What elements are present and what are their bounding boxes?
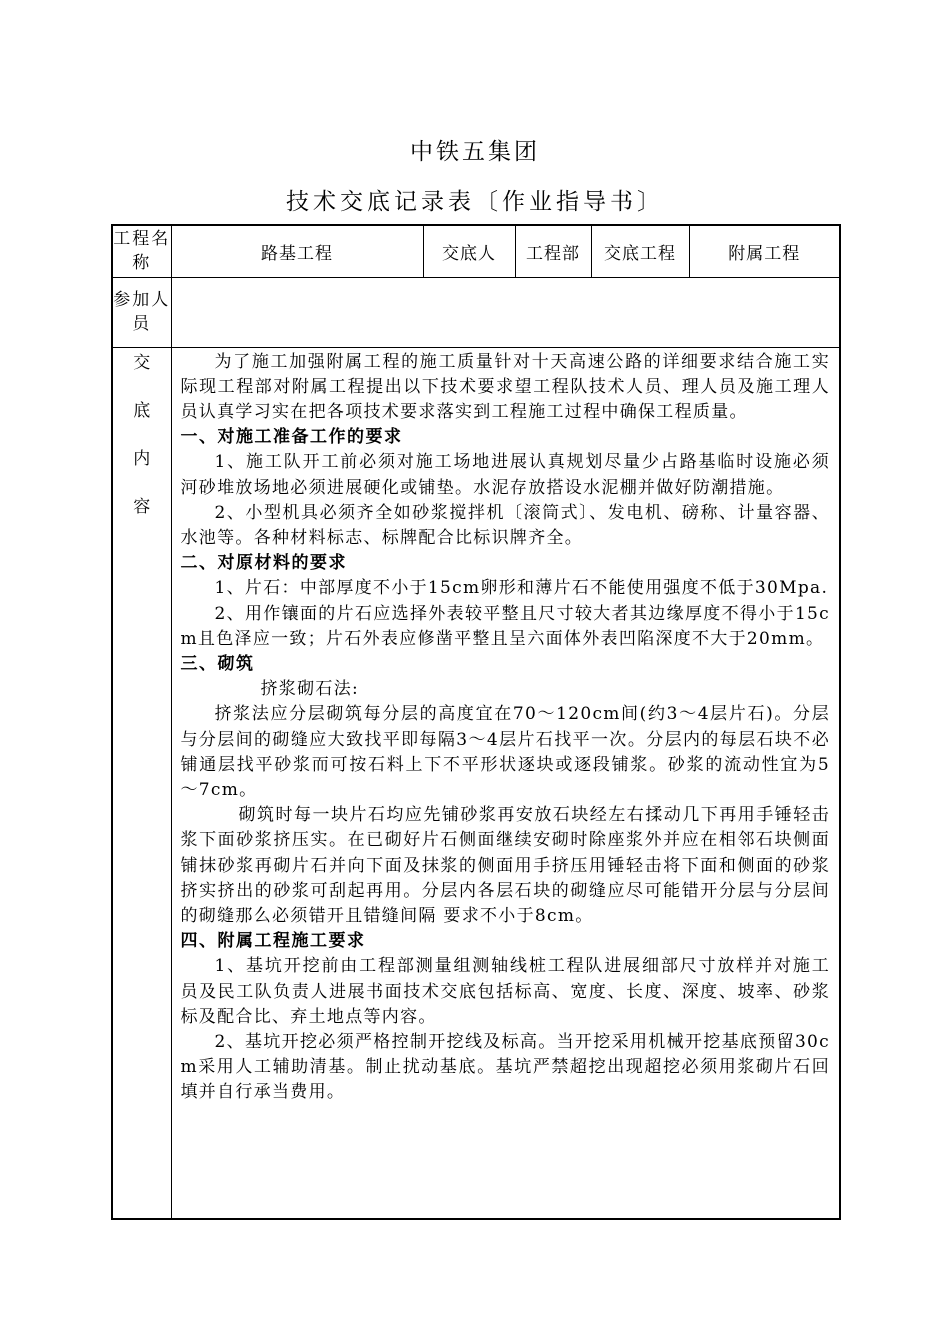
content-label-char: 内 — [133, 448, 151, 469]
presenter-value: 工程部 — [515, 225, 591, 277]
section-heading: 四、附属工程施工要求 — [180, 931, 366, 952]
content-label-char: 容 — [133, 496, 151, 517]
company-name: 中铁五集团 — [410, 139, 540, 165]
body-paragraph: 2、用作镶面的片石应选择外表较平整且尺寸较大者其边缘厚度不得小于15cm且色泽应一致；片石外表应修凿平整且呈六面体外表凹陷深度不大于20mm。 — [180, 603, 830, 649]
body-paragraph: 2、基坑开挖必须严格控制开挖线及标高。当开挖采用机械开挖基底预留30cm采用人工辅助清基。制止扰动基底。基坑严禁超挖出现超挖必须用浆砌片石回填并自行承当费用。 — [180, 1031, 830, 1103]
intro-paragraph: 为了施工加强附属工程的施工质量针对十天高速公路的详细要求结合施工实际现工程部对附属工程提出以下技术要求望工程队技术人员、理人员及施工理人员认真学习实在把各项技术要求落实到工程施工过程中确保工程质量。 — [180, 351, 830, 422]
section-heading: 一、对施工准备工作的要求 — [180, 427, 403, 448]
body-paragraph: 1、片石：中部厚度不小于15cm卵形和薄片石不能使用强度不低于30Mpa. — [214, 578, 829, 599]
participants-label: 参加人员 — [112, 277, 171, 347]
body-paragraph: 挤浆法应分层砌筑每分层的高度宜在70～120cm间(约3～4层片石)。分层与分层间的砌缝应大致找平即每隔3～4层片石找平一次。分层内的每层石块不必铺通层找平砂浆而可按石料上下不平形状逐块或逐段铺浆。砂浆的流动性宜为5～7cm。 — [180, 704, 830, 800]
body-paragraph: 1、施工队开工前必须对施工场地进展认真规划尽量少占路基临时设施必须河砂堆放场地必须进展硬化或铺垫。水泥存放搭设水泥棚并做好防潮措施。 — [180, 452, 830, 498]
content-row — [112, 347, 840, 1219]
body-paragraph: 2、小型机具必须齐全如砂浆搅拌机〔滚筒式〕、发电机、磅称、计量容器、水池等。各种材料标志、标牌配合比标识牌齐全。 — [180, 502, 830, 548]
participants-value — [171, 277, 840, 347]
content-label — [112, 347, 171, 1219]
section-heading: 三、砌筑 — [180, 653, 255, 674]
project-info-row — [112, 225, 840, 277]
content-label-char: 底 — [133, 400, 151, 421]
project-name-value: 路基工程 — [171, 225, 423, 277]
section-heading: 二、对原材料的要求 — [180, 553, 347, 574]
disclosure-item-label: 交底工程 — [591, 225, 689, 277]
document-title: 技术交底记录表〔作业指导书〕 — [286, 189, 664, 215]
subheading: 挤浆砌石法: — [260, 679, 360, 700]
body-paragraph: 1、基坑开挖前由工程部测量组测轴线桩工程队进展细部尺寸放样并对施工员及民工队负责人进展书面技术交底包括标高、宽度、长度、深度、坡率、砂浆标及配合比、弃土地点等内容。 — [180, 956, 830, 1027]
participants-row — [112, 277, 840, 347]
presenter-label: 交底人 — [423, 225, 515, 277]
project-name-label: 工程名称 — [112, 225, 171, 277]
technical-disclosure-table — [111, 224, 841, 1220]
disclosure-content — [171, 347, 840, 1219]
body-paragraph: 砌筑时每一块片石均应先铺砂浆再安放石块经左右揉动几下再用手锤轻击浆下面砂浆挤压实。在已砌好片石侧面继续安砌时除座浆外并应在相邻石块侧面铺抹砂浆再砌片石并向下面及抹浆的侧面用手挤压用锤轻击将下面和侧面的砂浆挤实挤出的砂浆可刮起再用。分层内各层石块的砌缝应尽可能错开分层与分层间的砌缝那么必须错开且错缝间隔 要求不小于8cm。 — [180, 805, 830, 926]
content-label-char: 交 — [133, 352, 151, 373]
disclosure-item-value: 附属工程 — [689, 225, 840, 277]
